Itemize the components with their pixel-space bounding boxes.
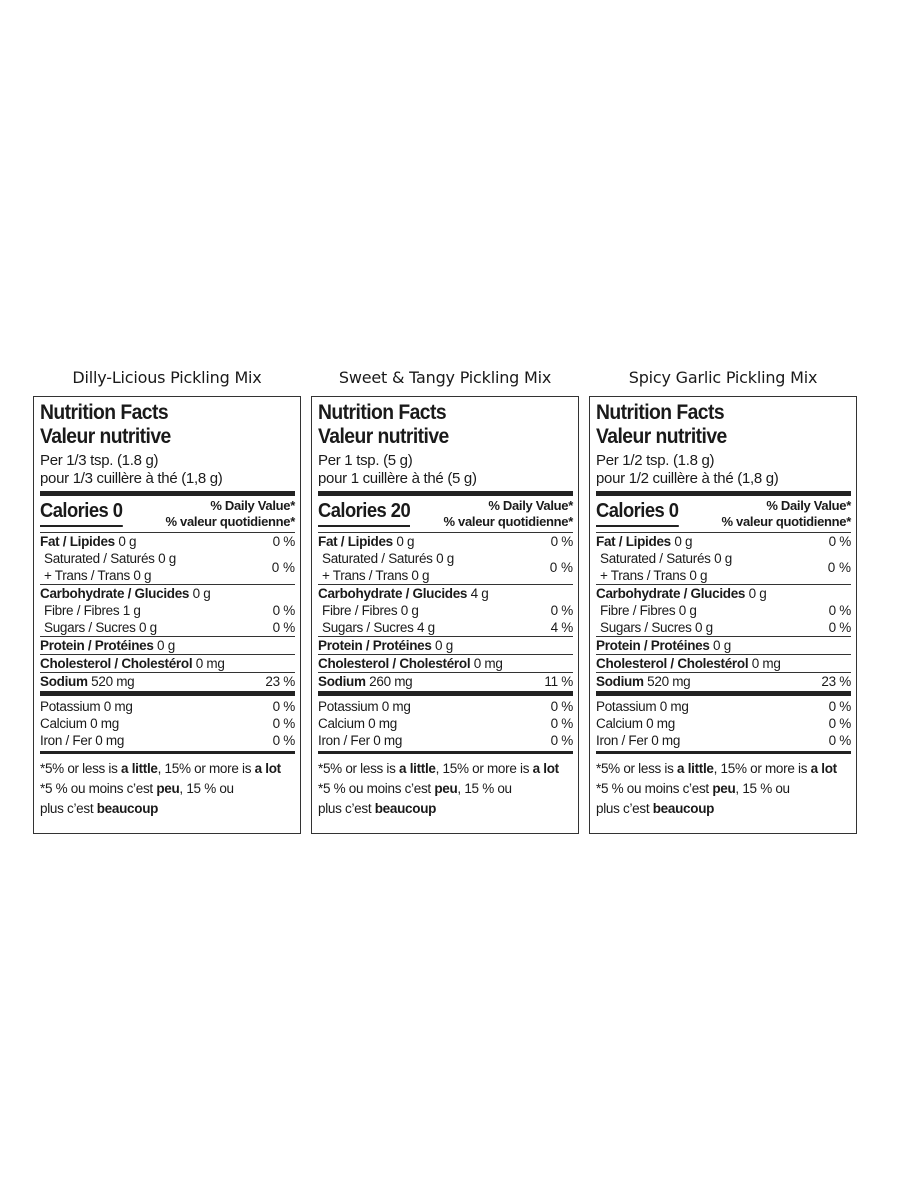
footnote-fr-1: *5 % ou moins c’est peu, 15 % ou — [318, 781, 512, 796]
divider — [40, 751, 295, 754]
sat-trans-group — [40, 550, 295, 584]
protein-value: 0 g — [157, 638, 175, 653]
sugars-row — [318, 619, 573, 636]
fat-percent: 0 % — [272, 534, 295, 549]
carb-value: 0 g — [192, 586, 211, 601]
trans-label: + Trans / Trans 0 g — [44, 568, 152, 583]
sat-trans-group — [596, 550, 851, 584]
cholesterol-row — [40, 655, 295, 672]
calories-label: Calories — [318, 500, 387, 522]
calories-row — [596, 498, 851, 532]
title-fr: Valeur nutritive — [40, 425, 171, 448]
carb-value: 4 g — [470, 586, 489, 601]
sodium-percent: 23 % — [821, 674, 851, 689]
saturated-label: Saturated / Saturés 0 g — [44, 551, 176, 566]
serving-en: Per 1/3 tsp. (1.8 g) — [40, 452, 159, 469]
potassium-percent: 0 % — [828, 699, 851, 714]
iron-row — [596, 732, 851, 749]
divider — [40, 491, 295, 496]
carb-label: Carbohydrate / Glucides — [318, 586, 468, 601]
calcium-label: Calcium 0 mg — [40, 716, 119, 731]
fibre-label: Fibre / Fibres 0 g — [322, 603, 419, 618]
calories-value: 20 — [390, 500, 411, 522]
sodium-percent: 23 % — [265, 674, 295, 689]
calories-row — [318, 498, 573, 532]
sodium-row — [40, 673, 295, 690]
title-en: Nutrition Facts — [40, 401, 169, 424]
protein-row — [318, 637, 573, 654]
serving-size — [40, 452, 295, 488]
serving-size — [318, 452, 573, 488]
serving-en: Per 1/2 tsp. (1.8 g) — [596, 452, 715, 469]
daily-value-en: % Daily Value* — [488, 498, 573, 513]
sodium-percent: 11 % — [544, 674, 573, 689]
fat-row — [318, 533, 573, 550]
nutrition-facts-table — [33, 396, 301, 834]
divider — [40, 691, 295, 696]
sugars-row — [596, 619, 851, 636]
carb-label: Carbohydrate / Glucides — [596, 586, 746, 601]
sat-trans-percent: 0 % — [549, 559, 573, 575]
fibre-label: Fibre / Fibres 0 g — [600, 603, 697, 618]
calories-label: Calories — [40, 500, 109, 522]
title-en: Nutrition Facts — [318, 401, 447, 424]
potassium-percent: 0 % — [272, 699, 295, 714]
calories — [40, 498, 122, 527]
footnote-fr-1: *5 % ou moins c’est peu, 15 % ou — [596, 781, 790, 796]
sat-trans-percent: 0 % — [271, 559, 295, 575]
fibre-percent: 0 % — [550, 603, 573, 618]
cholesterol-label: Cholesterol / Cholestérol — [596, 656, 749, 671]
sodium-value: 520 mg — [91, 674, 135, 689]
fat-value: 0 g — [118, 534, 137, 549]
nutrition-facts-table — [311, 396, 579, 834]
nutrition-panel-2 — [311, 360, 579, 834]
cholesterol-label: Cholesterol / Cholestérol — [40, 656, 193, 671]
footnote-fr-1: *5 % ou moins c’est peu, 15 % ou — [40, 781, 234, 796]
calories-row — [40, 498, 295, 532]
potassium-row — [40, 698, 295, 715]
product-title: Sweet & Tangy Pickling Mix — [338, 368, 552, 387]
fibre-row — [40, 602, 295, 619]
protein-value: 0 g — [713, 638, 731, 653]
protein-label: Protein / Protéines — [596, 638, 710, 653]
cholesterol-value: 0 mg — [473, 656, 503, 671]
daily-value-fr: % valeur quotidienne* — [443, 514, 573, 529]
sodium-label: Sodium — [596, 674, 644, 689]
fibre-percent: 0 % — [272, 603, 295, 618]
daily-value-header — [165, 498, 295, 530]
title-en: Nutrition Facts — [596, 401, 725, 424]
calcium-row — [596, 715, 851, 732]
fat-row — [596, 533, 851, 550]
cholesterol-value: 0 mg — [751, 656, 781, 671]
calcium-row — [40, 715, 295, 732]
footnote-fr-2: plus c’est beaucoup — [318, 801, 437, 816]
calories — [318, 498, 410, 527]
iron-percent: 0 % — [550, 733, 573, 748]
iron-label: Iron / Fer 0 mg — [596, 733, 681, 748]
divider — [596, 491, 851, 496]
potassium-row — [596, 698, 851, 715]
sodium-row — [596, 673, 851, 690]
calories-label: Calories — [596, 500, 665, 522]
iron-label: Iron / Fer 0 mg — [318, 733, 403, 748]
protein-value: 0 g — [435, 638, 453, 653]
fat-row — [40, 533, 295, 550]
fat-label: Fat / Lipides — [596, 534, 671, 549]
sodium-row — [318, 673, 573, 690]
protein-label: Protein / Protéines — [40, 638, 154, 653]
serving-size — [596, 452, 851, 488]
potassium-label: Potassium 0 mg — [318, 699, 411, 714]
calcium-label: Calcium 0 mg — [318, 716, 397, 731]
divider — [318, 751, 573, 754]
footnote — [596, 759, 851, 819]
sat-trans-percent: 0 % — [827, 559, 851, 575]
fat-label: Fat / Lipides — [318, 534, 393, 549]
trans-label: + Trans / Trans 0 g — [600, 568, 708, 583]
footnote — [318, 759, 573, 819]
sugars-percent: 0 % — [272, 620, 295, 635]
title-fr: Valeur nutritive — [318, 425, 449, 448]
footnote-fr-2: plus c’est beaucoup — [40, 801, 159, 816]
fat-value: 0 g — [396, 534, 415, 549]
saturated-label: Saturated / Saturés 0 g — [600, 551, 732, 566]
fibre-percent: 0 % — [828, 603, 851, 618]
protein-row — [40, 637, 295, 654]
product-title: Spicy Garlic Pickling Mix — [628, 368, 818, 387]
carb-value: 0 g — [748, 586, 767, 601]
footnote-en: *5% or less is a little, 15% or more is a lot — [318, 761, 559, 776]
cholesterol-row — [318, 655, 573, 672]
sugars-percent: 4 % — [550, 620, 573, 635]
iron-row — [40, 732, 295, 749]
sat-trans-group — [318, 550, 573, 584]
calcium-row — [318, 715, 573, 732]
fibre-label: Fibre / Fibres 1 g — [44, 603, 141, 618]
footnote — [40, 759, 295, 819]
sugars-label: Sugars / Sucres 0 g — [44, 620, 157, 635]
calcium-percent: 0 % — [272, 716, 295, 731]
sodium-value: 260 mg — [369, 674, 413, 689]
fat-percent: 0 % — [828, 534, 851, 549]
iron-percent: 0 % — [272, 733, 295, 748]
iron-label: Iron / Fer 0 mg — [40, 733, 125, 748]
sugars-label: Sugars / Sucres 4 g — [322, 620, 435, 635]
calories-value: 0 — [112, 500, 123, 522]
divider — [596, 751, 851, 754]
nutrition-panel-3 — [589, 360, 857, 834]
potassium-label: Potassium 0 mg — [596, 699, 689, 714]
daily-value-fr: % valeur quotidienne* — [165, 514, 295, 529]
calories-value: 0 — [668, 500, 679, 522]
calcium-label: Calcium 0 mg — [596, 716, 675, 731]
potassium-label: Potassium 0 mg — [40, 699, 133, 714]
footnote-en: *5% or less is a little, 15% or more is a lot — [596, 761, 837, 776]
trans-label: + Trans / Trans 0 g — [322, 568, 430, 583]
sodium-label: Sodium — [40, 674, 88, 689]
fat-label: Fat / Lipides — [40, 534, 115, 549]
daily-value-header — [721, 498, 851, 530]
calcium-percent: 0 % — [828, 716, 851, 731]
saturated-label: Saturated / Saturés 0 g — [322, 551, 454, 566]
carb-row — [596, 585, 851, 602]
cholesterol-row — [596, 655, 851, 672]
sugars-label: Sugars / Sucres 0 g — [600, 620, 713, 635]
fibre-row — [596, 602, 851, 619]
carb-label: Carbohydrate / Glucides — [40, 586, 190, 601]
sugars-percent: 0 % — [828, 620, 851, 635]
daily-value-fr: % valeur quotidienne* — [721, 514, 851, 529]
sodium-label: Sodium — [318, 674, 366, 689]
protein-row — [596, 637, 851, 654]
serving-fr: pour 1/3 cuillère à thé (1,8 g) — [40, 470, 223, 487]
product-title: Dilly-Licious Pickling Mix — [72, 368, 262, 387]
divider — [318, 691, 573, 696]
calories — [596, 498, 678, 527]
iron-row — [318, 732, 573, 749]
title-fr: Valeur nutritive — [596, 425, 727, 448]
serving-en: Per 1 tsp. (5 g) — [318, 452, 413, 469]
divider — [318, 491, 573, 496]
fat-value: 0 g — [674, 534, 693, 549]
serving-fr: pour 1/2 cuillère à thé (1,8 g) — [596, 470, 779, 487]
fat-percent: 0 % — [550, 534, 573, 549]
divider — [596, 691, 851, 696]
daily-value-en: % Daily Value* — [766, 498, 851, 513]
potassium-row — [318, 698, 573, 715]
protein-label: Protein / Protéines — [318, 638, 432, 653]
sugars-row — [40, 619, 295, 636]
nutrition-facts-table — [589, 396, 857, 834]
carb-row — [318, 585, 573, 602]
calcium-percent: 0 % — [550, 716, 573, 731]
daily-value-en: % Daily Value* — [210, 498, 295, 513]
nutrition-panel-1 — [33, 360, 301, 834]
cholesterol-label: Cholesterol / Cholestérol — [318, 656, 471, 671]
iron-percent: 0 % — [828, 733, 851, 748]
footnote-en: *5% or less is a little, 15% or more is a lot — [40, 761, 281, 776]
footnote-fr-2: plus c’est beaucoup — [596, 801, 715, 816]
carb-row — [40, 585, 295, 602]
fibre-row — [318, 602, 573, 619]
serving-fr: pour 1 cuillère à thé (5 g) — [318, 470, 477, 487]
daily-value-header — [443, 498, 573, 530]
cholesterol-value: 0 mg — [195, 656, 225, 671]
sodium-value: 520 mg — [647, 674, 691, 689]
potassium-percent: 0 % — [550, 699, 573, 714]
